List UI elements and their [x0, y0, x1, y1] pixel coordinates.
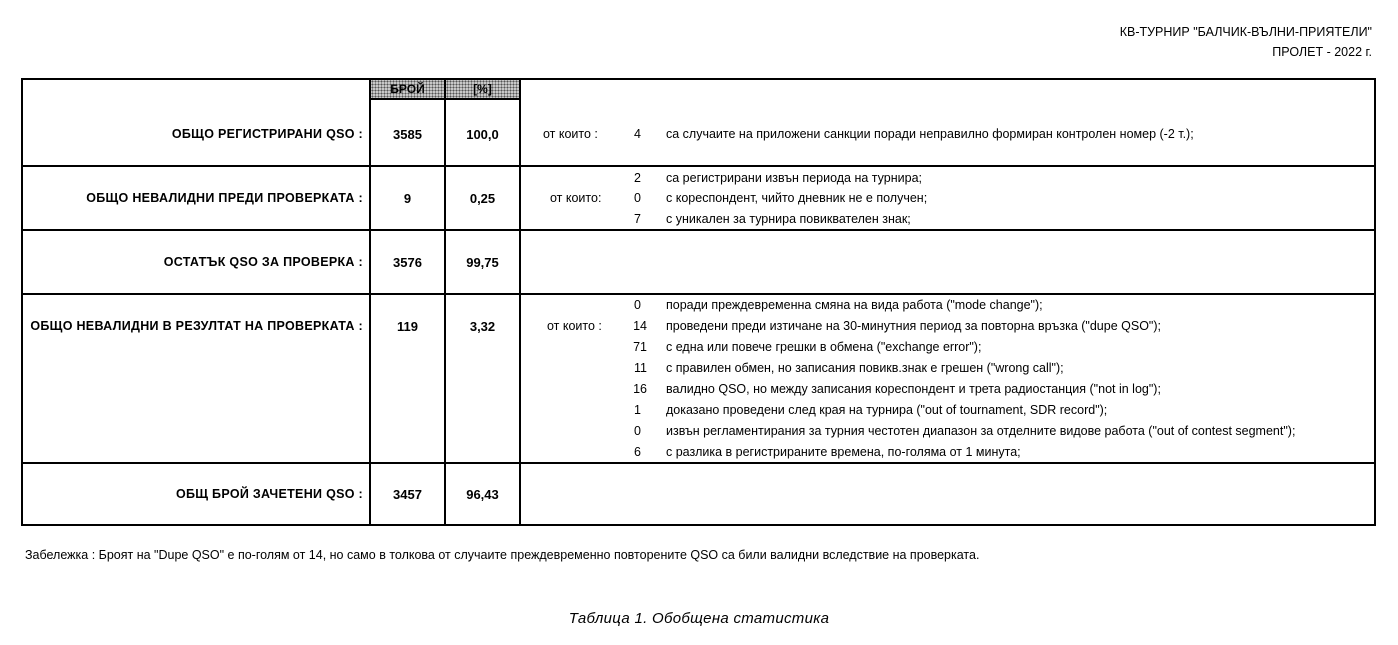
season-label: ПРОЛЕТ - 2022 г. — [1272, 45, 1372, 59]
row-label: ОБЩ БРОЙ ЗАЧЕТЕНИ QSO : — [175, 487, 363, 501]
tournament-title: КВ-ТУРНИР "БАЛЧИК-ВЪЛНИ-ПРИЯТЕЛИ" — [1119, 25, 1372, 39]
item-text: поради преждевременна смяна на вида работа ("mode change"); — [666, 298, 1043, 312]
column-divider — [519, 80, 521, 524]
item-text: проведени преди изтичане на 30-минутния период за повторна връзка ("dupe QSO"); — [666, 319, 1161, 333]
table-caption: Таблица 1. Обобщена статистика — [568, 610, 830, 627]
item-text: с една или повече грешки в обмена ("exchange error"); — [666, 340, 982, 354]
row-count: 3576 — [393, 255, 422, 270]
item-count: 16 — [633, 382, 647, 396]
item-text: са регистрирани извън периода на турнира; — [666, 171, 922, 185]
column-divider — [444, 80, 446, 524]
item-count: 7 — [634, 212, 641, 226]
item-text: с кореспондент, чийто дневник не е получен; — [666, 191, 928, 205]
item-count: 71 — [633, 340, 647, 354]
row-count: 3457 — [393, 487, 422, 502]
row-divider — [23, 229, 1374, 231]
row-label: ОБЩО НЕВАЛИДНИ ПРЕДИ ПРОВЕРКАТА : — [86, 191, 363, 205]
row-percent: 0,25 — [469, 191, 496, 206]
item-count: 14 — [633, 319, 647, 333]
item-count: 0 — [634, 191, 641, 205]
row-count: 9 — [403, 191, 412, 206]
item-text: извън регламентирания за турния честотен диапазон за отделните видове работа ("out of contest segment"); — [666, 424, 1296, 438]
row-divider — [23, 165, 1374, 167]
row-percent: 3,32 — [469, 319, 496, 334]
item-count: 0 — [634, 298, 641, 312]
item-text: с правилен обмен, но записания повикв.знак е грешен ("wrong call"); — [666, 361, 1064, 375]
row-count: 119 — [397, 319, 418, 334]
row-percent: 100,0 — [466, 127, 499, 142]
row-intro: от които: — [550, 191, 602, 205]
row-intro: от които : — [547, 319, 602, 333]
item-text: са случаите на приложени санкции поради неправилно формиран контролен номер (-2 т.); — [666, 127, 1194, 141]
item-text: с разлика в регистрираните времена, по-голяма от 1 минута; — [666, 445, 1021, 459]
column-divider — [369, 80, 371, 524]
row-percent: 99,75 — [466, 255, 499, 270]
item-count: 2 — [634, 171, 641, 185]
item-count: 1 — [634, 403, 641, 417]
row-label: ОБЩО НЕВАЛИДНИ В РЕЗУЛТАТ НА ПРОВЕРКАТА : — [30, 319, 363, 333]
row-label: ОСТАТЪК QSO ЗА ПРОВЕРКА : — [163, 255, 363, 269]
row-divider — [23, 462, 1374, 464]
item-text: с уникален за турнира повиквателен знак; — [666, 212, 911, 226]
item-text: валидно QSO, но между записания кореспондент и трета радиостанция ("not in log"); — [666, 382, 1161, 396]
column-header-percent: [%] — [446, 80, 519, 100]
row-divider — [23, 293, 1374, 295]
item-count: 6 — [634, 445, 641, 459]
item-count: 4 — [634, 127, 641, 141]
statistics-table — [21, 78, 1376, 526]
item-count: 11 — [634, 361, 647, 375]
row-intro: от които : — [543, 127, 598, 141]
item-text: доказано проведени след края на турнира ("out of tournament, SDR record"); — [666, 403, 1108, 417]
item-count: 0 — [634, 424, 641, 438]
row-percent: 96,43 — [466, 487, 499, 502]
footnote: Забележка : Броят на "Dupe QSO" е по-голям от 14, но само в толкова от случаите преждевременно повторените QSO са били валидни вследствие на проверката. — [25, 548, 980, 562]
column-header-count: БРОЙ — [371, 80, 444, 100]
row-count: 3585 — [393, 127, 422, 142]
row-label: ОБЩО РЕГИСТРИРАНИ QSO : — [171, 127, 363, 141]
report-header — [1120, 22, 1372, 62]
